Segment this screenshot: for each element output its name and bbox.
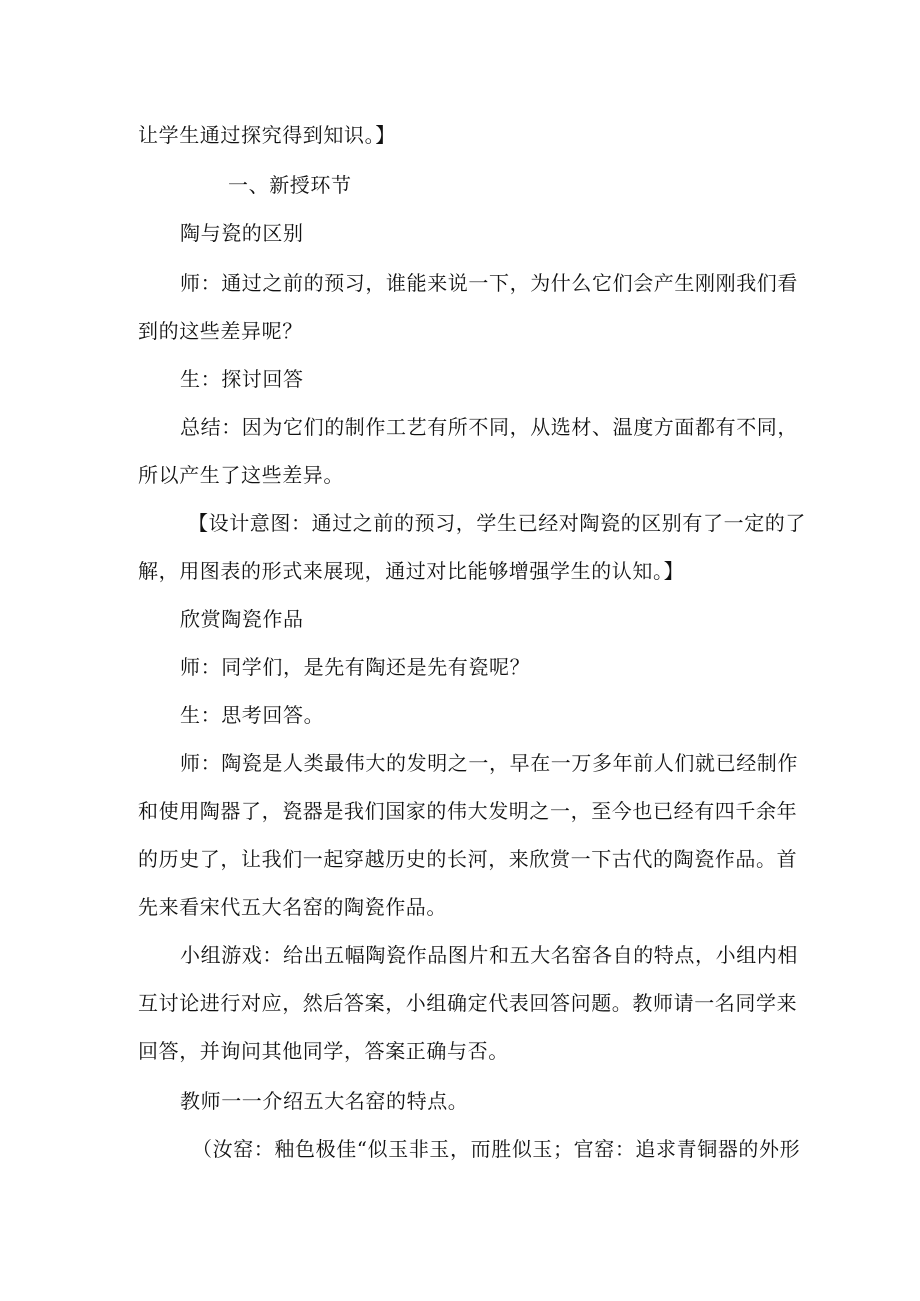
paragraph-line: 所以产生了这些差异。 <box>138 463 344 487</box>
paragraph-line: 小组游戏：给出五幅陶瓷作品图片和五大名窑各自的特点，小组内相 <box>180 943 798 967</box>
paragraph-line: 师：同学们，是先有陶还是先有瓷呢？ <box>180 655 531 679</box>
paragraph-line: 和使用陶器了，瓷器是我们国家的伟大发明之一，至今也已经有四千余年 <box>138 799 798 823</box>
subheading: 陶与瓷的区别 <box>180 221 304 245</box>
paragraph-line: 教师一一介绍五大名窑的特点。 <box>180 1089 469 1113</box>
design-intent-line: 解，用图表的形式来展现，通过对比能够增强学生的认知。】 <box>138 559 685 583</box>
paragraph-line: 生：探讨回答 <box>180 367 304 391</box>
paragraph-line: 到的这些差异呢？ <box>138 319 303 343</box>
paragraph-line: （汝窑：釉色极佳“似玉非玉，而胜似玉；官窑：追求青铜器的外形 <box>192 1137 801 1161</box>
paragraph-line: 的历史了，让我们一起穿越历史的长河，来欣赏一下古代的陶瓷作品。首 <box>138 847 798 871</box>
paragraph-line: 总结：因为它们的制作工艺有所不同，从选材、温度方面都有不同， <box>180 415 798 439</box>
subheading: 欣赏陶瓷作品 <box>180 607 304 631</box>
paragraph-line: 互讨论进行对应，然后答案，小组确定代表回答问题。教师请一名同学来 <box>138 991 798 1015</box>
paragraph-line: 先来看宋代五大名窑的陶瓷作品。 <box>138 895 447 919</box>
paragraph-line: 让学生通过探究得到知识。】 <box>138 123 396 147</box>
paragraph-line: 师：通过之前的预习，谁能来说一下，为什么它们会产生刚刚我们看 <box>180 271 798 295</box>
paragraph-line: 师：陶瓷是人类最伟大的发明之一，早在一万多年前人们就已经制作 <box>180 751 798 775</box>
paragraph-line: 回答，并询问其他同学，答案正确与否。 <box>138 1039 509 1063</box>
section-heading: 一、新授环节 <box>228 173 352 197</box>
design-intent-line: 【设计意图：通过之前的预习，学生已经对陶瓷的区别有了一定的了 <box>188 511 806 535</box>
paragraph-line: 生：思考回答。 <box>180 703 325 727</box>
